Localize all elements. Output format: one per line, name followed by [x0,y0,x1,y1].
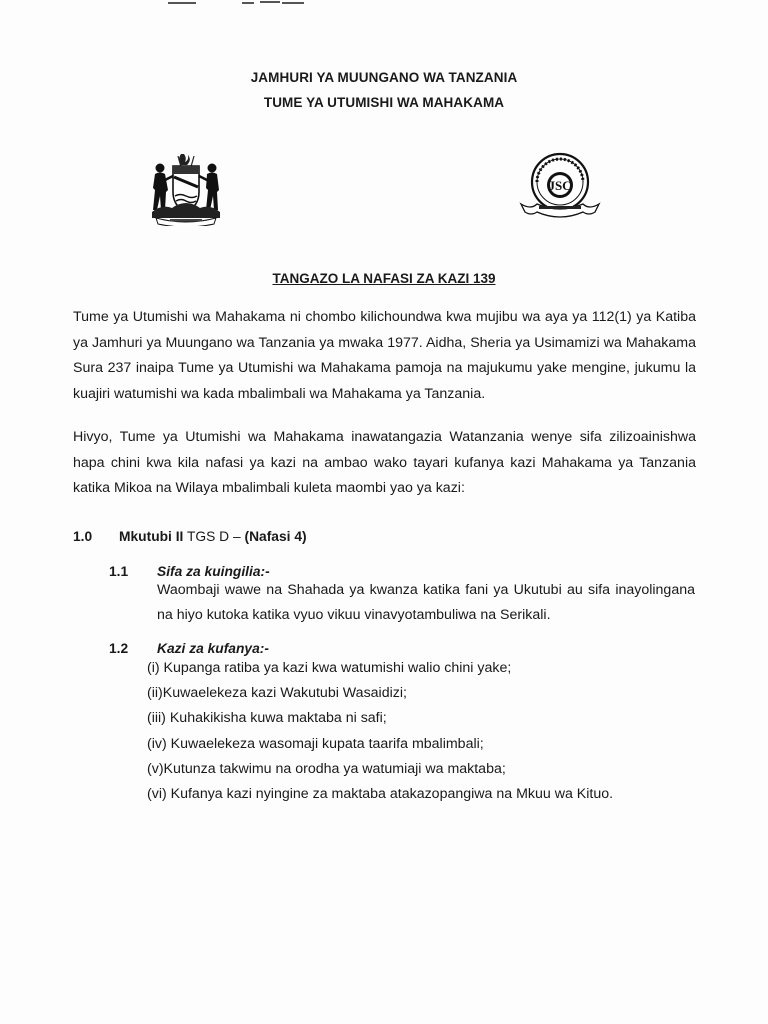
announcement-paragraph: Hivyo, Tume ya Utumishi wa Mahakama inawatangazia Watanzania wenye sifa zilizoainishwa hapa chini kwa kila nafasi ya kazi na ambao wako tayari kufanya kazi Mahakama ya Tanzania katika Mikoa na Wilaya mbalimbali kuleta maombi yao ya kazi: [73,429,696,496]
qualifications-heading: Sifa za kuingilia:- [157,564,270,579]
list-item: (v)Kutunza takwimu na orodha ya watumiaji wa maktaba; [147,760,506,777]
qualifications-text: Waombaji wawe na Shahada ya kwanza katika fani ya Ukutubi au sifa inayolingana na hiyo kutoka katika vyuo vikuu vinavyotambuliwa na Serikali. [157,582,695,623]
list-item: (i) Kupanga ratiba ya kazi kwa watumishi walio chini yake; [147,660,512,676]
judicial-service-commission-logo-icon [515,152,605,224]
section-title [119,529,307,544]
position-name: Mkutubi II [119,529,184,544]
scan-artifact [150,0,310,6]
position-count: (Nafasi 4) [244,529,307,544]
list-item: (vi) Kufanya kazi nyingine za maktaba atakazopangiwa na Mkuu wa Kituo. [147,785,614,802]
header-commission: TUME YA UTUMISHI WA MAHAKAMA [263,95,505,110]
duties-heading: Kazi za kufanya:- [157,641,269,656]
list-item: (iii) Kuhakikisha kuwa maktaba ni safi; [147,710,387,727]
intro-paragraph: Tume ya Utumishi wa Mahakama ni chombo kilichoundwa kwa mujibu wa aya ya 112(1) ya Katiba ya Jamhuri ya Muungano wa Tanzania ya mwaka 1977. Aidha, Sheria ya Usimamizi wa Mahakama Sura 237 inaipa Tume ya Utumishi wa Mahakama pamoja na majukumu yake mengine, jukumu la kuajiri watumishi wa kada mbalimbali wa Mahakama ya Tanzania. [73,309,696,402]
qualifications-number: 1.1 [109,564,129,579]
svg-text:JSC: JSC [548,178,572,193]
notice-title: TANGAZO LA NAFASI ZA KAZI 139 [272,271,496,286]
position-grade: TGS D – [183,529,245,544]
list-item: (iv) Kuwaelekeza wasomaji kupata taarifa mbalimbali; [147,735,484,752]
duties-number: 1.2 [109,641,129,656]
section-number: 1.0 [73,529,93,544]
list-item: (ii)Kuwaelekeza kazi Wakutubi Wasaidizi; [147,685,407,702]
header-country: JAMHURI YA MUUNGANO WA TANZANIA [250,70,518,85]
tanzania-coat-of-arms-icon [146,150,226,226]
duties-list [147,656,613,807]
